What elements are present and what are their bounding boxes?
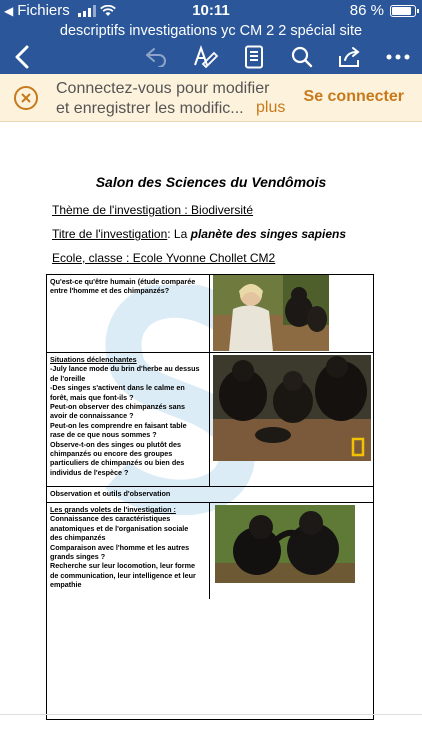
column-divider (209, 275, 210, 487)
edit-text-icon[interactable] (192, 44, 220, 70)
undo-icon[interactable] (142, 44, 170, 70)
table-row (47, 487, 373, 503)
more-link[interactable]: plus (256, 99, 286, 116)
battery-percent: 86 % (349, 2, 384, 19)
row2-text: Situations déclenchantes -July lance mode du brin d'herbe au dessus de l'oreille -Des singes s'activent dans le calme en forêt, mais que font-ils ? Peut-on observer des chimpanzés sans avoir de connaissance ? Peut-on les comprendre en faisant table rase de ce que nous sommes ? Observe-t-on des singes ou plutôt des chimpanzés ou encore des groupes particuliers de chimpanzés ou bien des individus de l'espèce ? (50, 355, 200, 477)
reading-view-icon[interactable] (240, 44, 268, 70)
search-icon[interactable] (288, 44, 316, 70)
document-title: descriptifs investigations yc CM 2 2 spécial site (59, 23, 363, 39)
photo-chimpanzee-group (213, 355, 371, 461)
photo-chimpanzees-grooming (215, 505, 355, 583)
document-page (0, 122, 422, 715)
signin-message-line2: et enregistrer les modific... (56, 100, 244, 117)
row3-text: Observation et outils d'observation (50, 489, 171, 498)
school-line: Ecole, classe : Ecole Yvonne Chollet CM2 (52, 251, 276, 265)
title-separator: : La (167, 227, 191, 241)
dismiss-banner-icon[interactable] (14, 86, 38, 110)
column-divider (209, 503, 210, 599)
page-bottom-divider (0, 714, 422, 715)
title-value: planète des singes sapiens (190, 227, 347, 241)
clock: 10:11 (192, 2, 230, 19)
status-bar (0, 0, 422, 22)
row4-text: Les grands volets de l'investigation : Connaissance des caractéristiques anatomiques et de l'organisation sociale des chimpanzés Comparaison avec l'homme et les autres grands singes ? Recherche sur leur locomotion, leur forme de communication, leur intelligence et leur empathie (50, 505, 196, 590)
theme-line: Thème de l'investigation : Biodiversité (52, 203, 254, 217)
toolbar (0, 40, 422, 74)
row1-text: Qu'est-ce qu'être humain (étude comparée entre l'homme et des chimpanzés? (50, 277, 196, 296)
table-row (47, 275, 373, 353)
back-app-label[interactable]: Fichiers (17, 2, 70, 19)
back-icon[interactable] (8, 44, 36, 70)
document-heading: Salon des Sciences du Vendômois (95, 174, 327, 190)
share-icon[interactable] (336, 44, 364, 70)
table-row (47, 353, 373, 487)
investigation-table (46, 274, 374, 720)
back-to-app-icon[interactable]: ◀ (4, 3, 14, 18)
signin-button[interactable]: Se connecter (303, 88, 404, 105)
photo-researcher-chimpanzee (213, 275, 329, 351)
app-header (0, 0, 422, 74)
more-icon[interactable] (384, 44, 412, 70)
table-row (47, 503, 373, 599)
title-line (52, 227, 346, 241)
signin-banner (0, 74, 422, 122)
signin-message-line1: Connectez-vous pour modifier (56, 80, 270, 97)
title-label: Titre de l'investigation (52, 227, 168, 241)
battery-icon (390, 5, 416, 17)
